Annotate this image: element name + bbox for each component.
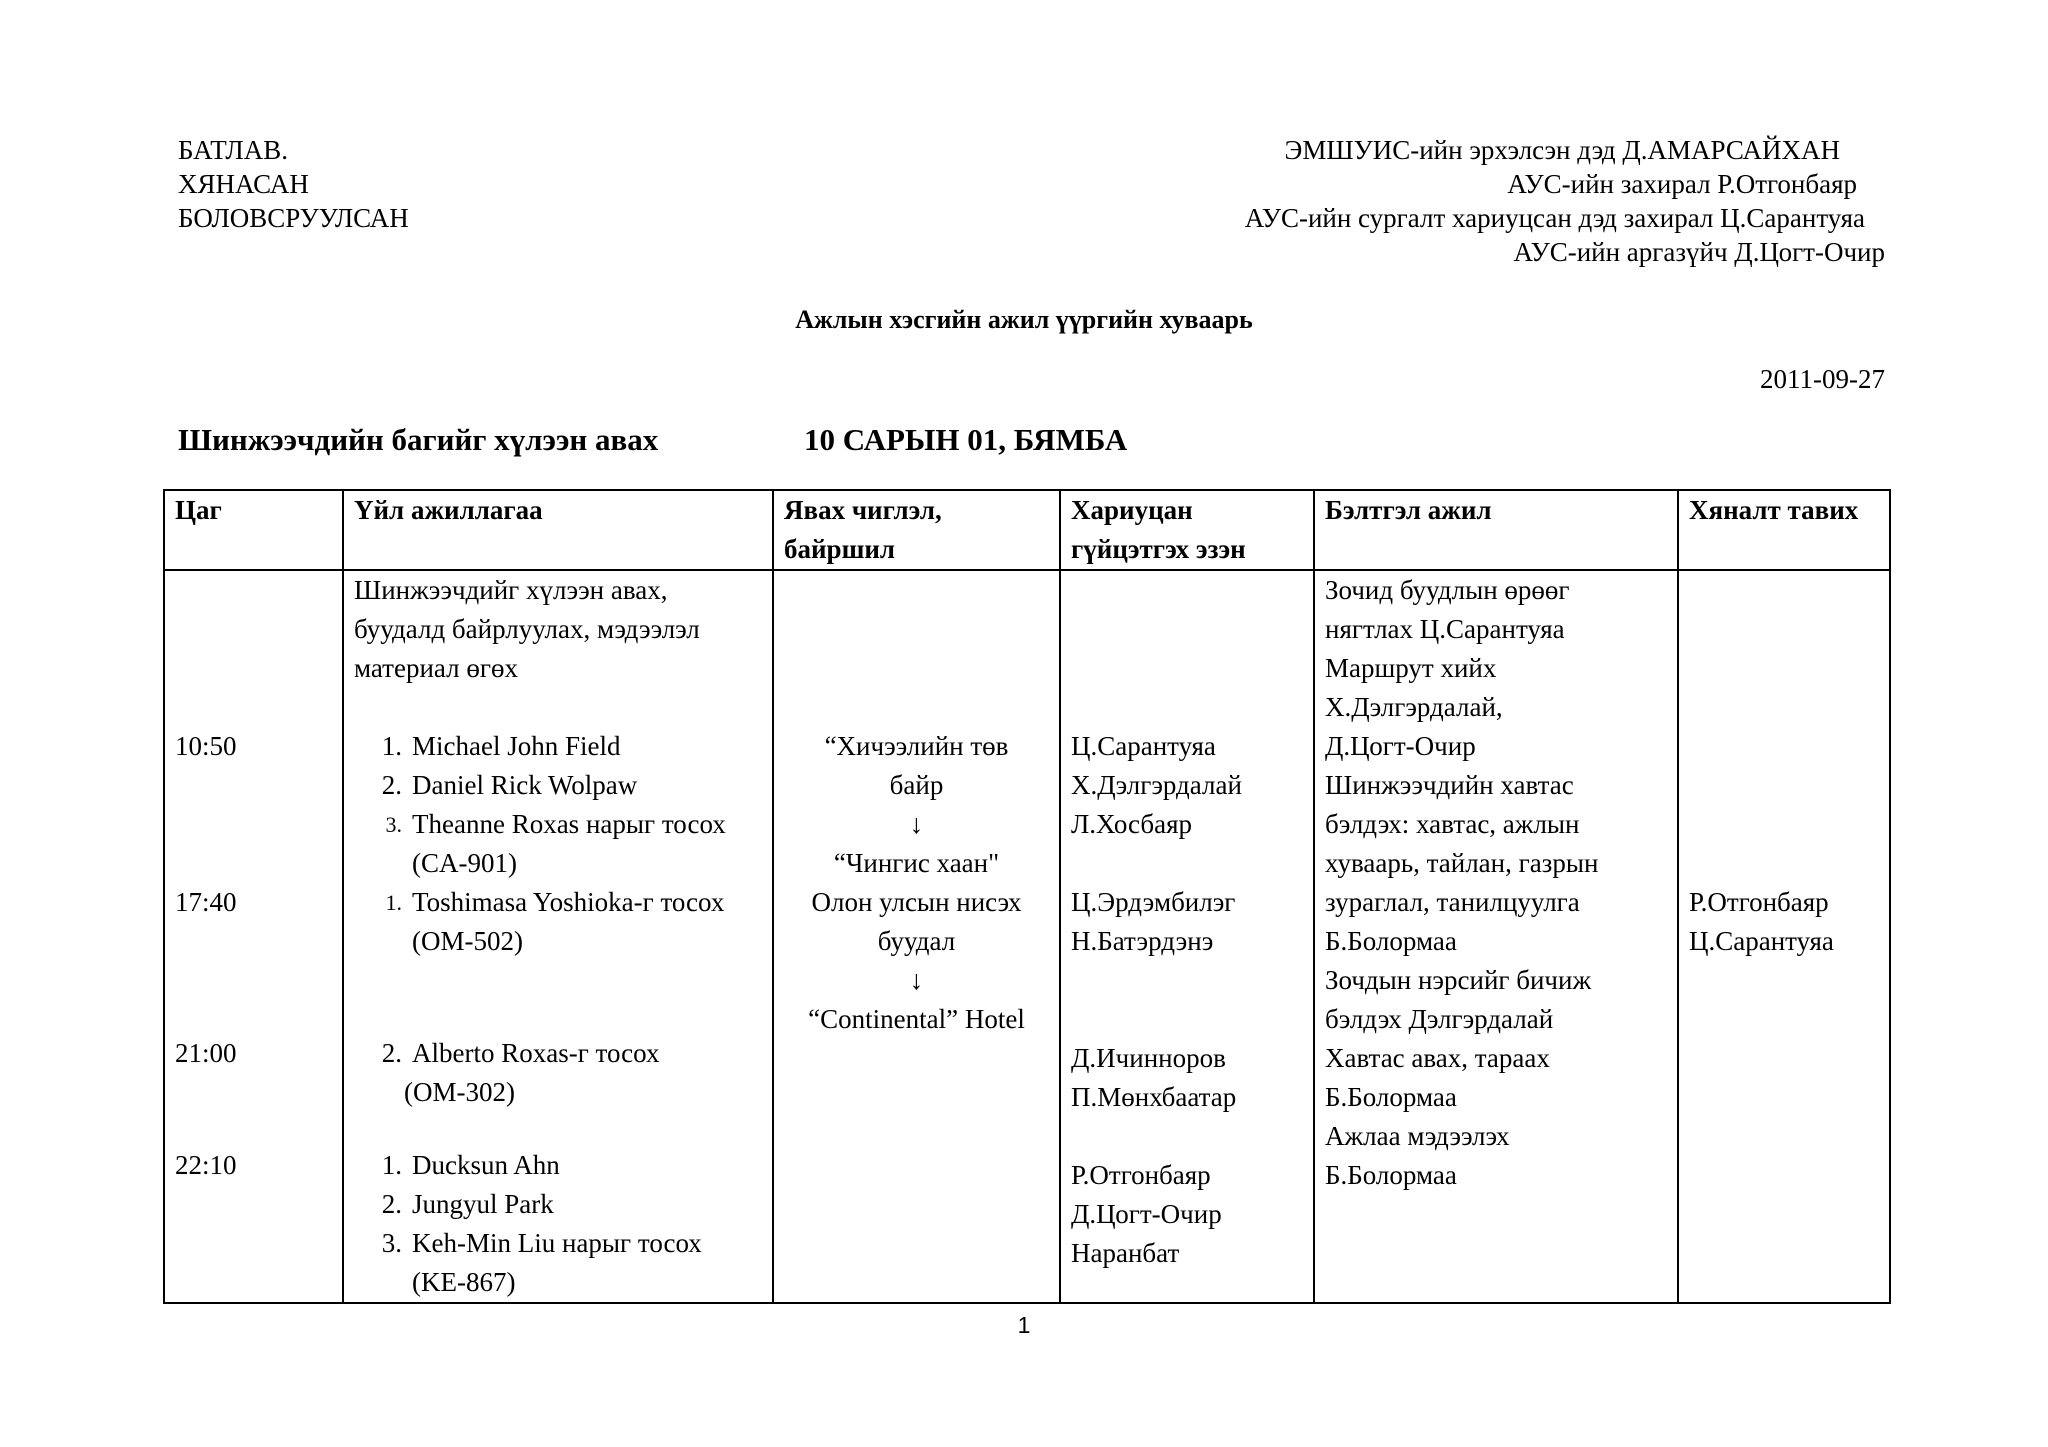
down-arrow-icon: ↓	[909, 965, 924, 995]
activity-cell	[343, 570, 773, 1303]
header-responsible: Хариуцан гүйцэтгэх эзэн	[1060, 490, 1314, 570]
page-number: 1	[1017, 1312, 1031, 1338]
table-header-row	[164, 490, 1890, 570]
responsible-person: Л.Хосбаяр	[1071, 809, 1192, 839]
preparation-line: Ажлаа мэдээлэх	[1325, 1121, 1510, 1151]
list-item: 1. Michael John Field	[381, 731, 621, 761]
responsible-person: Х.Дэлгэрдалай	[1071, 770, 1242, 800]
responsible-person: П.Мөнхбаатар	[1071, 1082, 1237, 1112]
activity-intro: буудалд байрлуулах, мэдээлэл	[354, 614, 700, 644]
time-value: 21:00	[175, 1038, 237, 1068]
list-item: 2. Daniel Rick Wolpaw	[381, 770, 638, 800]
time-value: 22:10	[175, 1150, 237, 1180]
list-item: 2. Alberto Roxas-г тосох	[381, 1038, 660, 1068]
preparation-line: Х.Дэлгэрдалай,	[1325, 692, 1503, 722]
responsible-person: Ц.Сарантуяа	[1071, 731, 1216, 761]
approval-label: БАТЛАВ.	[178, 135, 288, 165]
destination-cell	[773, 570, 1060, 1303]
reviewed-label: ХЯНАСАН	[178, 169, 309, 199]
responsible-person: Наранбат	[1071, 1238, 1180, 1268]
approval-labels	[178, 133, 409, 235]
responsible-person: Н.Батэрдэнэ	[1071, 926, 1214, 956]
flight-code: (OM-502)	[412, 926, 523, 956]
signatory-line: АУС-ийн сургалт хариуцсан дэд захирал Ц.Сарантуяа	[1244, 203, 1865, 233]
header-time: Цаг	[164, 490, 343, 570]
preparation-line: Б.Болормаа	[1325, 1082, 1457, 1112]
activity-intro: Шинжээчдийг хүлээн авах,	[354, 575, 668, 605]
list-item: 2. Jungyul Park	[381, 1189, 554, 1219]
down-arrow-icon: ↓	[909, 809, 924, 839]
signatory-line: АУС-ийн аргазүйч Д.Цогт-Очир	[1513, 237, 1885, 267]
header-preparation: Бэлтгэл ажил	[1314, 490, 1678, 570]
list-item: 1. Toshimasa Yoshioka-г тосох	[385, 887, 725, 917]
responsible-person: Ц.Эрдэмбилэг	[1071, 887, 1236, 917]
control-person: Ц.Сарантуяа	[1689, 926, 1834, 956]
destination-line: “Continental” Hotel	[808, 1004, 1025, 1034]
list-item: 3. Keh-Min Liu нарыг тосох	[381, 1228, 702, 1258]
time-value: 10:50	[175, 731, 237, 761]
control-cell	[1678, 570, 1890, 1303]
preparation-line: Д.Цогт-Очир	[1325, 731, 1476, 761]
activity-intro: материал өгөх	[354, 653, 518, 683]
table-row	[164, 570, 1890, 1303]
responsible-person: Д.Ичинноров	[1071, 1043, 1226, 1073]
preparation-line: Зочдын нэрсийг бичиж	[1325, 965, 1592, 995]
preparation-line: Б.Болормаа	[1325, 1160, 1457, 1190]
preparation-line: Хавтас авах, тараах	[1325, 1043, 1550, 1073]
signatory-line: ЭМШУИС-ийн эрхэлсэн дэд Д.АМАРСАЙХАН	[1284, 135, 1840, 165]
destination-line: “Хичээлийн төв	[824, 731, 1009, 761]
preparation-line: Б.Болормаа	[1325, 926, 1457, 956]
header-activity: Үйл ажиллагаа	[343, 490, 773, 570]
document-title: Ажлын хэсгийн ажил үүргийн хуваарь	[795, 305, 1253, 334]
list-item: 3. Theanne Roxas нарыг тосох	[385, 809, 726, 839]
responsible-cell	[1060, 570, 1314, 1303]
responsible-person: Д.Цогт-Очир	[1071, 1199, 1222, 1229]
destination-line: байр	[889, 770, 944, 800]
time-cell	[164, 570, 343, 1303]
schedule-table	[163, 489, 1891, 1304]
section-day: 10 САРЫН 01, БЯМБА	[804, 422, 1128, 457]
flight-code: (CA-901)	[412, 848, 517, 878]
preparation-line: Маршрут хийх	[1325, 653, 1497, 683]
preparation-line: бэлдэх: хавтас, ажлын	[1325, 809, 1580, 839]
flight-code: (KE-867)	[412, 1267, 516, 1297]
header-destination: Явах чиглэл, байршил	[773, 490, 1060, 570]
time-value: 17:40	[175, 887, 237, 917]
preparation-line: нягтлах Ц.Сарантуяа	[1325, 614, 1565, 644]
preparation-line: бэлдэх Дэлгэрдалай	[1325, 1004, 1554, 1034]
prepared-label: БОЛОВСРУУЛСАН	[178, 203, 409, 233]
destination-line: “Чингис хаан"	[833, 848, 1000, 878]
preparation-line: Шинжээчдийн хавтас	[1325, 770, 1574, 800]
responsible-person: Р.Отгонбаяр	[1071, 1160, 1211, 1190]
control-person: Р.Отгонбаяр	[1689, 887, 1829, 917]
signatories	[1000, 133, 1885, 269]
preparation-line: Зочид буудлын өрөөг	[1325, 575, 1570, 605]
document-date: 2011-09-27	[1760, 364, 1885, 394]
section-title: Шинжээчдийн багийг хүлээн авах	[178, 422, 659, 457]
destination-line: буудал	[877, 926, 956, 956]
preparation-cell	[1314, 570, 1678, 1303]
signatory-line: АУС-ийн захирал Р.Отгонбаяр	[1507, 169, 1857, 199]
preparation-line: хуваарь, тайлан, газрын	[1325, 848, 1599, 878]
preparation-line: зураглал, танилцуулга	[1325, 887, 1580, 917]
destination-line: Олон улсын нисэх	[811, 887, 1022, 917]
flight-code: (OM-302)	[404, 1077, 515, 1107]
header-control: Хяналт тавих	[1678, 490, 1890, 570]
list-item: 1. Ducksun Ahn	[381, 1150, 560, 1180]
